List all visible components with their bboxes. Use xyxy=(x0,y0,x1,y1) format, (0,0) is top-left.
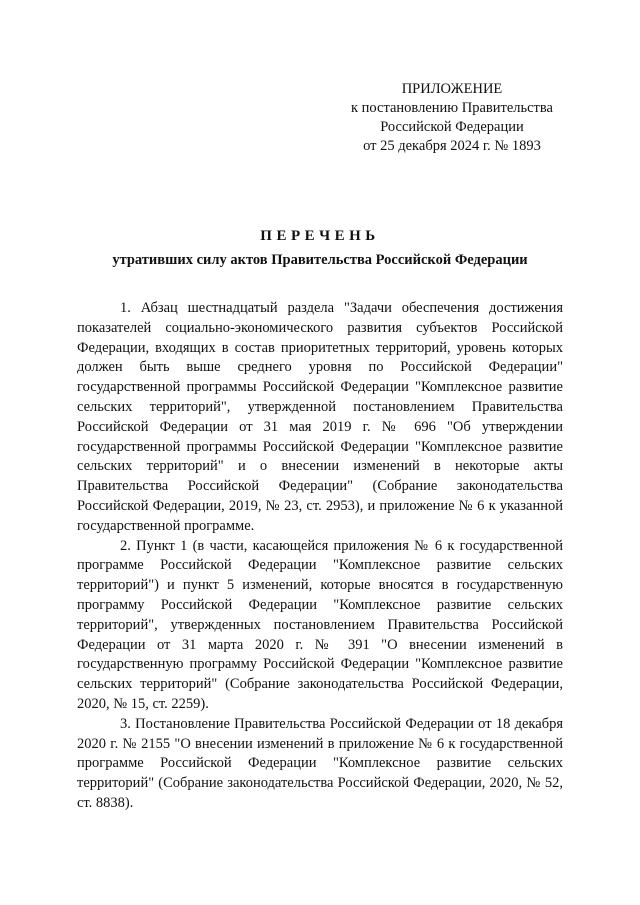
appendix-government-line: Российской Федерации xyxy=(380,119,524,135)
list-item-1: 1. Абзац шестнадцатый раздела "Задачи обеспечения достижения показателей социально-экономического развития субъектов Российской Федерации, входящих в состав приоритетных территорий, уровень которых должен быть выше среднего уровня по Российской Федерации" государственной программы Российской Федерации "Комплексное развитие сельских территорий", утвержденной постановлением Правительства Российской Федерации от 31 мая 2019 г. № 696 "Об утверждении государственной программы Российской Федерации "Комплексное развитие сельских территорий" и о внесении изменений в некоторые акты Правительства Российской Федерации" (Собрание законодательства Российской Федерации, 2019, № 23, ст. 2953), и приложение № 6 к указанной государственной программе. xyxy=(77,300,563,534)
document-title: ПЕРЕЧЕНЬ xyxy=(260,228,380,244)
document-body xyxy=(77,299,563,814)
document-subtitle: утративших силу актов Правительства Российской Федерации xyxy=(112,252,528,268)
list-item-3: 3. Постановление Правительства Российской Федерации от 18 декабря 2020 г. № 2155 "О внесении изменений в приложение № 6 к государственной программе Российской Федерации "Комплексное развитие сельских территорий" (Собрание законодательства Российской Федерации, 2020, № 52, ст. 8838). xyxy=(77,715,563,811)
list-item-2: 2. Пункт 1 (в части, касающейся приложения № 6 к государственной программе Российской Федерации "Комплексное развитие сельских территорий") и пункт 5 изменений, которые вносятся в государственную программу Российской Федерации "Комплексное развитие сельских территорий", утвержденных постановлением Правительства Российской Федерации от 31 марта 2020 г. № 391 "О внесении изменений в государственную программу Российской Федерации "Комплексное развитие сельских территорий" (Собрание законодательства Российской Федерации, 2020, № 15, ст. 2259). xyxy=(77,537,563,712)
appendix-block xyxy=(322,80,582,156)
appendix-resolution-line: к постановлению Правительства xyxy=(351,100,553,116)
appendix-date-number-line: от 25 декабря 2024 г. № 1893 xyxy=(363,138,541,154)
appendix-label: ПРИЛОЖЕНИЕ xyxy=(401,81,503,97)
